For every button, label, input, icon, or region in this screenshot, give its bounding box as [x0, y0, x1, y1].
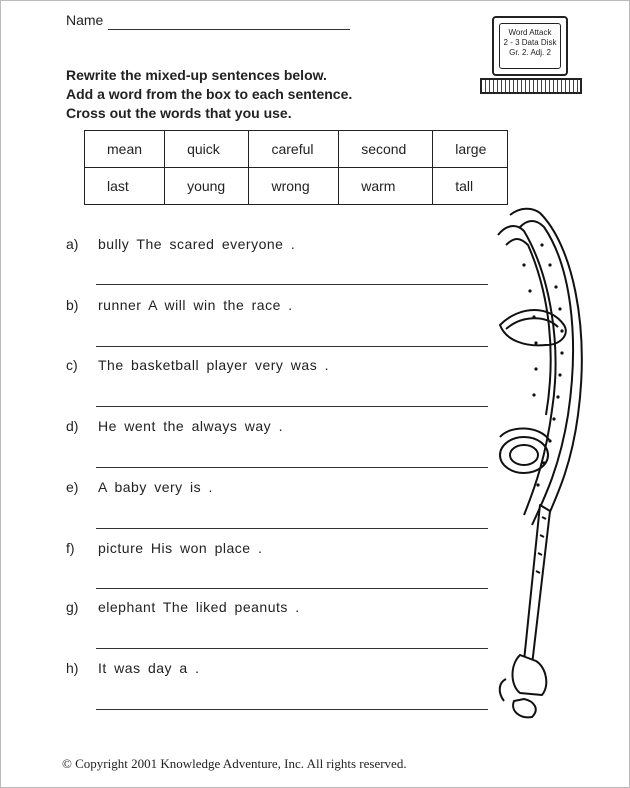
word-cell[interactable]: tall	[433, 168, 508, 205]
computer-screen	[492, 16, 568, 76]
question-a	[66, 236, 295, 252]
question-letter: d)	[66, 418, 79, 434]
question-letter: h)	[66, 660, 79, 676]
name-input-line[interactable]	[108, 29, 350, 30]
question-sentence: picture His won place .	[98, 540, 263, 556]
question-sentence: elephant The liked peanuts .	[98, 599, 300, 615]
question-letter: c)	[66, 357, 78, 373]
question-f	[66, 540, 262, 556]
computer-badge-icon	[480, 16, 584, 96]
question-letter: g)	[66, 599, 79, 615]
copyright-notice: © Copyright 2001 Knowledge Adventure, Inc. All rights reserved.	[62, 756, 407, 771]
word-box	[84, 130, 508, 205]
word-cell[interactable]: last	[85, 168, 165, 205]
question-d	[66, 418, 283, 434]
name-label: Name	[66, 12, 104, 28]
question-b	[66, 297, 293, 313]
question-c	[66, 357, 329, 373]
question-e	[66, 479, 213, 495]
question-sentence: runner A will win the race .	[98, 297, 293, 313]
ribbon-grabber-illustration	[480, 205, 610, 735]
question-sentence: The basketball player very was .	[98, 357, 329, 373]
badge-line-2: 2 - 3 Data Disk	[503, 38, 557, 47]
question-letter: b)	[66, 297, 79, 313]
badge-text	[499, 23, 561, 69]
instructions	[66, 66, 352, 123]
word-cell[interactable]: mean	[85, 131, 165, 168]
word-cell[interactable]: careful	[249, 131, 339, 168]
answer-line-f[interactable]	[96, 588, 488, 589]
question-sentence: A baby very is .	[98, 479, 213, 495]
answer-line-h[interactable]	[96, 709, 488, 710]
word-cell[interactable]: warm	[339, 168, 433, 205]
badge-line-3: Gr. 2. Adj. 2	[509, 48, 551, 57]
word-cell[interactable]: large	[433, 131, 508, 168]
word-cell[interactable]: quick	[165, 131, 249, 168]
word-cell[interactable]: wrong	[249, 168, 339, 205]
instruction-1: Rewrite the mixed-up sentences below.	[66, 67, 327, 83]
question-h	[66, 660, 199, 676]
question-g	[66, 599, 300, 615]
question-sentence: He went the always way .	[98, 418, 283, 434]
answer-line-b[interactable]	[96, 346, 488, 347]
instruction-2: Add a word from the box to each sentence.	[66, 86, 353, 102]
badge-line-1: Word Attack	[508, 28, 552, 37]
word-cell[interactable]: young	[165, 168, 249, 205]
computer-keyboard	[480, 78, 582, 94]
word-box-row	[85, 131, 508, 168]
instruction-3: Cross out the words that you use.	[66, 105, 292, 121]
word-box-row	[85, 168, 508, 205]
question-letter: f)	[66, 540, 75, 556]
word-cell[interactable]: second	[339, 131, 433, 168]
answer-line-c[interactable]	[96, 406, 488, 407]
answer-line-d[interactable]	[96, 467, 488, 468]
question-sentence: It was day a .	[98, 660, 200, 676]
answer-line-g[interactable]	[96, 648, 488, 649]
answer-line-e[interactable]	[96, 528, 488, 529]
question-sentence: bully The scared everyone .	[98, 236, 296, 252]
question-letter: a)	[66, 236, 79, 252]
answer-line-a[interactable]	[96, 284, 488, 285]
question-letter: e)	[66, 479, 79, 495]
